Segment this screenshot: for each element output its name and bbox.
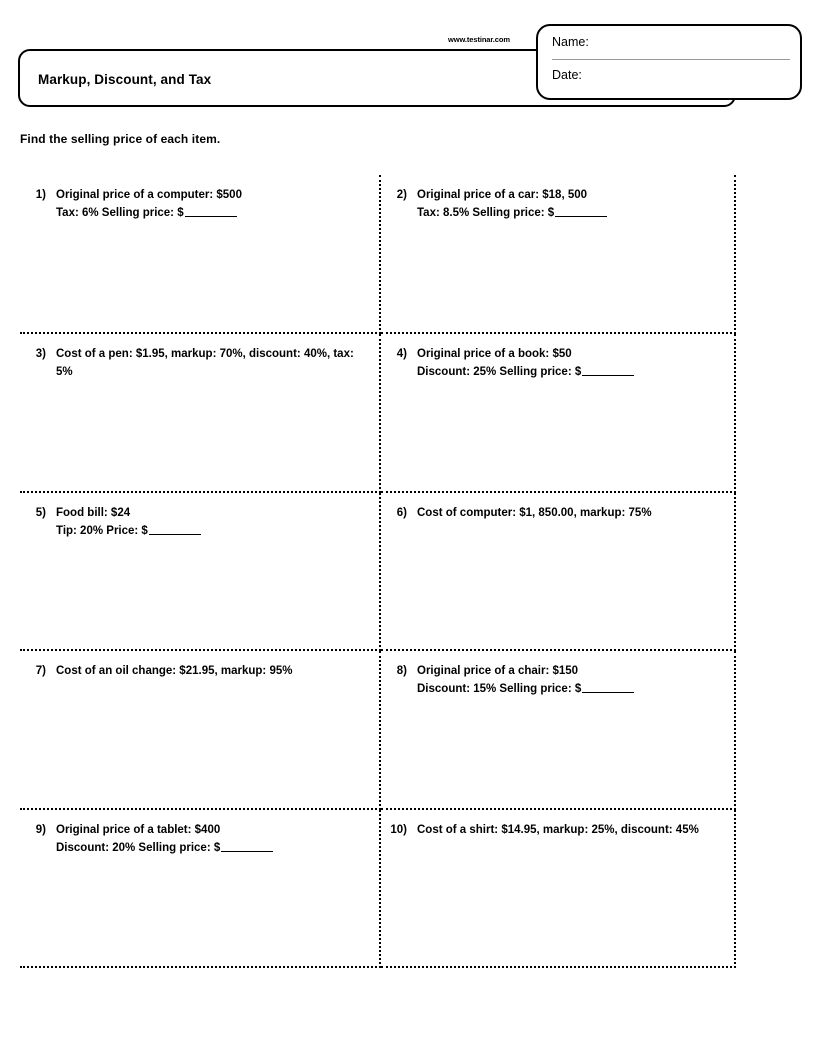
problem-text [56,187,369,223]
problem-line-2: Tip: 20% Price: $ [56,524,148,537]
answer-blank[interactable] [185,216,237,217]
problem-line-1: Cost of a shirt: $14.95, markup: 25%, discount: 45% [417,824,699,836]
problem-number: 3) [35,348,46,360]
problem-line-2: Discount: 25% Selling price: $ [417,365,582,378]
problem-line-2-wrap [56,523,369,541]
problem-text [56,505,369,541]
problem-text [417,505,724,523]
answer-blank[interactable] [582,692,634,693]
problem-line-2-wrap [417,205,724,223]
problem-number: 1) [35,189,46,201]
site-url-watermark: www.testinar.com [448,35,510,44]
problem-cell-5 [20,493,381,651]
answer-blank[interactable] [221,851,273,852]
worksheet-header [0,0,816,120]
problem-grid [20,175,736,968]
problem-cell-1 [20,175,381,334]
problem-line-1: Cost of computer: $1, 850.00, markup: 75% [417,507,652,519]
problem-line-2: Discount: 20% Selling price: $ [56,841,221,854]
problem-line-1: Original price of a car: $18, 500 [417,189,588,201]
problem-line-2-wrap [56,840,369,858]
problem-line-1: Food bill: $24 [56,507,131,519]
answer-blank[interactable] [149,534,201,535]
problem-text [56,663,369,681]
name-date-box [536,24,802,100]
problem-number: 9) [35,824,46,836]
problem-number: 2) [396,189,407,201]
problem-line-2-wrap [56,205,369,223]
problem-number: 6) [396,507,407,519]
problem-line-1: Original price of a computer: $500 [56,189,242,201]
problem-cell-2 [381,175,736,334]
problem-number: 10) [390,824,407,836]
problem-number: 4) [396,348,407,360]
problem-line-2: Discount: 15% Selling price: $ [417,682,582,695]
problem-cell-9 [20,810,381,968]
problem-line-2-wrap [417,364,724,382]
problem-cell-4 [381,334,736,493]
problem-text [417,346,724,382]
problem-text [417,187,724,223]
problem-line-1: Original price of a tablet: $400 [56,824,221,836]
problem-line-2: Tax: 6% Selling price: $ [56,206,184,219]
problem-line-1: Cost of a pen: $1.95, markup: 70%, discount: 40%, tax: 5% [56,348,354,378]
problem-line-2: Tax: 8.5% Selling price: $ [417,206,555,219]
problem-line-1: Original price of a book: $50 [417,348,572,360]
problem-cell-3 [20,334,381,493]
problem-text [56,346,369,382]
problem-cell-10 [381,810,736,968]
problem-number: 5) [35,507,46,519]
problem-number: 7) [35,665,46,677]
problem-cell-7 [20,651,381,810]
problem-cell-6 [381,493,736,651]
problem-text [417,663,724,699]
problem-text [56,822,369,858]
problem-line-1: Cost of an oil change: $21.95, markup: 95% [56,665,293,677]
answer-blank[interactable] [555,216,607,217]
problem-text [417,822,724,840]
name-label: Name: [552,35,589,49]
problem-cell-8 [381,651,736,810]
instruction-text: Find the selling price of each item. [20,132,221,146]
name-write-line[interactable] [552,59,790,60]
page-title: Markup, Discount, and Tax [38,72,212,87]
problem-line-2-wrap [417,681,724,699]
problem-line-1: Original price of a chair: $150 [417,665,579,677]
answer-blank[interactable] [582,375,634,376]
problem-number: 8) [396,665,407,677]
date-label: Date: [552,68,582,82]
